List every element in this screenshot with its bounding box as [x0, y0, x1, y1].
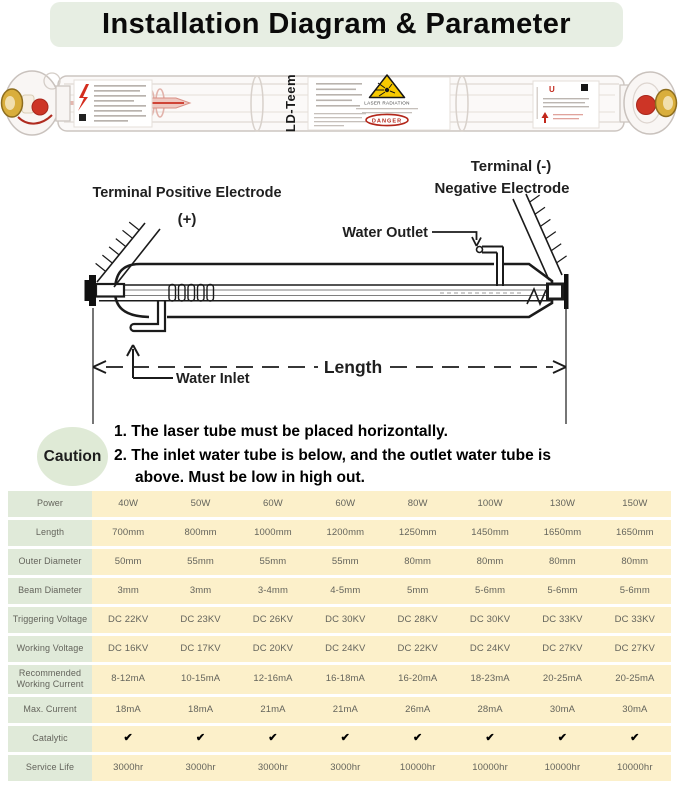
value-cell: 1200mm — [309, 520, 381, 546]
value-cell: 21mA — [237, 697, 309, 723]
value-cell: 55mm — [309, 549, 381, 575]
row-label: Length — [8, 520, 92, 546]
value-cell: 80mm — [454, 549, 526, 575]
value-cell: 5-6mm — [599, 578, 671, 604]
check-cell: ✔ — [454, 726, 526, 752]
terminal-positive-label: Terminal Positive Electrode — [92, 185, 282, 201]
value-cell: 16-18mA — [309, 665, 381, 694]
danger-text: DANGER — [371, 118, 403, 125]
value-cell: 21mA — [309, 697, 381, 723]
value-cell: 10000hr — [382, 755, 454, 781]
value-cell: DC 24KV — [309, 636, 381, 662]
table-row — [8, 665, 671, 694]
value-cell: DC 24KV — [454, 636, 526, 662]
negative-terminal-wire — [513, 194, 562, 280]
value-cell: DC 27KV — [599, 636, 671, 662]
value-cell: 28mA — [454, 697, 526, 723]
value-cell: 8-12mA — [92, 665, 164, 694]
caution-item: 1. The laser tube must be placed horizontally. — [114, 423, 448, 440]
value-cell: 60W — [309, 491, 381, 517]
length-label: Length — [323, 357, 383, 377]
tube-outline — [140, 264, 552, 317]
value-cell: 3mm — [164, 578, 236, 604]
parameter-table — [8, 491, 671, 781]
positive-electrode-stub — [96, 284, 124, 297]
table-row — [8, 520, 671, 546]
row-label: Triggering Voltage — [8, 607, 92, 633]
value-cell: DC 33KV — [526, 607, 598, 633]
row-label: Beam Diameter — [8, 578, 92, 604]
inlet-arrow — [127, 345, 173, 378]
row-label: Service Life — [8, 755, 92, 781]
value-cell: 18mA — [164, 697, 236, 723]
value-cell: 800mm — [164, 520, 236, 546]
value-cell: 55mm — [164, 549, 236, 575]
value-cell: DC 27KV — [526, 636, 598, 662]
value-cell: 3000hr — [237, 755, 309, 781]
value-cell: DC 17KV — [164, 636, 236, 662]
table-row — [8, 578, 671, 604]
right-red-element — [637, 96, 656, 115]
table-row — [8, 726, 671, 752]
value-cell: DC 23KV — [164, 607, 236, 633]
row-label: Catalytic — [8, 726, 92, 752]
value-cell: 5-6mm — [526, 578, 598, 604]
positive-terminal-wire — [97, 223, 160, 287]
outlet-opening — [477, 247, 483, 253]
value-cell: 10000hr — [599, 755, 671, 781]
value-cell: 150W — [599, 491, 671, 517]
value-cell: 20-25mA — [526, 665, 598, 694]
value-cell: 10-15mA — [164, 665, 236, 694]
value-cell: 80W — [382, 491, 454, 517]
value-cell: 3-4mm — [237, 578, 309, 604]
value-cell: DC 16KV — [92, 636, 164, 662]
check-cell: ✔ — [92, 726, 164, 752]
outlet-leader-line — [432, 232, 477, 240]
table-row — [8, 607, 671, 633]
svg-text:U: U — [549, 85, 555, 94]
value-cell: 12-16mA — [237, 665, 309, 694]
value-cell: DC 26KV — [237, 607, 309, 633]
laser-tube-photo — [0, 57, 679, 150]
positive-sign-label: (+) — [177, 211, 197, 228]
water-outlet-label: Water Outlet — [342, 225, 428, 241]
row-label: Power — [8, 491, 92, 517]
value-cell: 1000mm — [237, 520, 309, 546]
break-symbol — [527, 289, 546, 304]
left-spec-label — [74, 80, 152, 127]
table-row — [8, 491, 671, 517]
value-cell: 3000hr — [92, 755, 164, 781]
warning-label — [308, 75, 450, 130]
check-cell: ✔ — [382, 726, 454, 752]
check-cell: ✔ — [526, 726, 598, 752]
value-cell: DC 30KV — [454, 607, 526, 633]
value-cell: 80mm — [382, 549, 454, 575]
value-cell: 1250mm — [382, 520, 454, 546]
value-cell: 16-20mA — [382, 665, 454, 694]
value-cell: 4-5mm — [309, 578, 381, 604]
right-info-label — [533, 81, 599, 128]
laser-radiation-text: LASER RADIATION — [364, 100, 410, 106]
value-cell: 5mm — [382, 578, 454, 604]
table-row — [8, 636, 671, 662]
value-cell: DC 30KV — [309, 607, 381, 633]
caution-item: 2. The inlet water tube is below, and the outlet water tube is above. Must be low in high out. — [114, 447, 551, 486]
table-row — [8, 549, 671, 575]
value-cell: DC 22KV — [382, 636, 454, 662]
positive-electrode-plate — [89, 275, 96, 306]
value-cell: 50W — [164, 491, 236, 517]
caution-badge: Caution — [37, 427, 108, 486]
value-cell: 700mm — [92, 520, 164, 546]
row-label: Outer Diameter — [8, 549, 92, 575]
table-row — [8, 697, 671, 723]
terminal-negative-label: Terminal (-) — [470, 158, 552, 175]
value-cell: 10000hr — [526, 755, 598, 781]
value-cell: 130W — [526, 491, 598, 517]
value-cell: DC 20KV — [237, 636, 309, 662]
table-row — [8, 755, 671, 781]
value-cell: 80mm — [526, 549, 598, 575]
value-cell: 100W — [454, 491, 526, 517]
value-cell: 5-6mm — [454, 578, 526, 604]
value-cell: 1450mm — [454, 520, 526, 546]
check-cell: ✔ — [599, 726, 671, 752]
brand-text: LD-Teem — [283, 73, 298, 133]
coil-section — [169, 285, 214, 302]
value-cell: 40W — [92, 491, 164, 517]
check-cell: ✔ — [164, 726, 236, 752]
value-cell: 3000hr — [309, 755, 381, 781]
value-cell: 1650mm — [526, 520, 598, 546]
value-cell: 10000hr — [454, 755, 526, 781]
water-inlet-label: Water Inlet — [176, 371, 250, 387]
check-cell: ✔ — [309, 726, 381, 752]
value-cell: 3mm — [92, 578, 164, 604]
value-cell: 26mA — [382, 697, 454, 723]
check-cell: ✔ — [237, 726, 309, 752]
installation-diagram — [0, 150, 679, 426]
value-cell: 1650mm — [599, 520, 671, 546]
caution-items — [114, 421, 584, 489]
value-cell: 3000hr — [164, 755, 236, 781]
row-label: Working Voltage — [8, 636, 92, 662]
value-cell: 50mm — [92, 549, 164, 575]
value-cell: DC 28KV — [382, 607, 454, 633]
value-cell: 30mA — [599, 697, 671, 723]
page-title: Installation Diagram & Parameter — [50, 2, 623, 47]
left-red-element — [32, 99, 48, 115]
outlet-pipe — [482, 247, 503, 287]
value-cell: 30mA — [526, 697, 598, 723]
negative-electrode-block — [548, 284, 563, 299]
row-label: Max. Current — [8, 697, 92, 723]
value-cell: 80mm — [599, 549, 671, 575]
value-cell: 18mA — [92, 697, 164, 723]
value-cell: 18-23mA — [454, 665, 526, 694]
row-label: Recommended Working Current — [8, 665, 92, 694]
value-cell: 60W — [237, 491, 309, 517]
value-cell: DC 22KV — [92, 607, 164, 633]
value-cell: 20-25mA — [599, 665, 671, 694]
value-cell: DC 33KV — [599, 607, 671, 633]
negative-electrode-label: Negative Electrode — [434, 180, 570, 197]
value-cell: 55mm — [237, 549, 309, 575]
